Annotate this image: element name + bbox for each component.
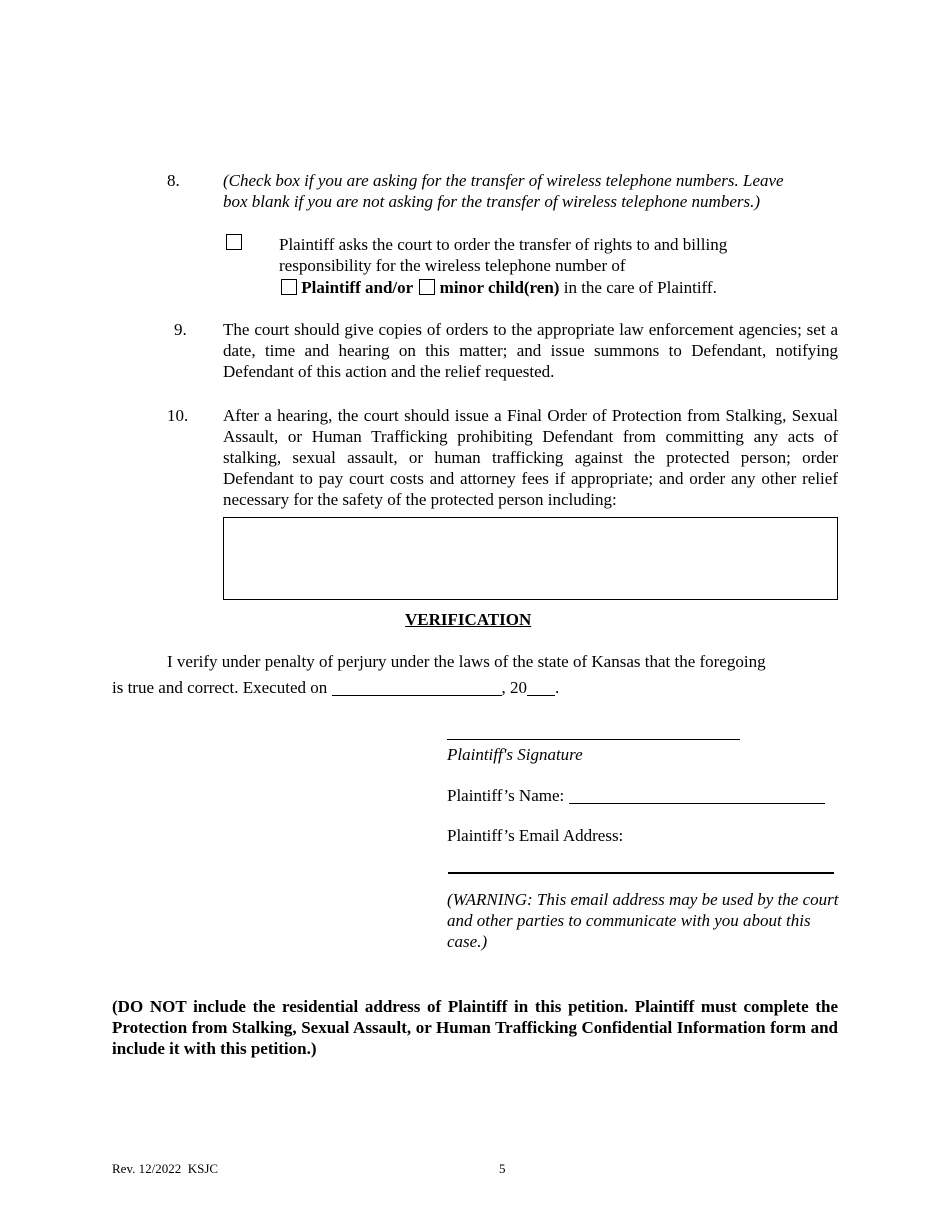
revision-footer: Rev. 12/2022 KSJC <box>112 1161 219 1176</box>
signature-label: Plaintiff's Signature <box>447 745 583 764</box>
item-8-request-line1: Plaintiff asks the court to order the transfer of rights to and billing <box>279 235 728 254</box>
signature-line[interactable] <box>447 739 740 740</box>
minor-children-checkbox[interactable] <box>419 279 435 295</box>
item-8-request-line2: responsibility for the wireless telephone number of <box>279 256 626 275</box>
execution-year-field[interactable] <box>527 679 555 696</box>
plaintiff-name-label: Plaintiff’s Name: <box>447 786 565 805</box>
plaintiff-checkbox[interactable] <box>281 279 297 295</box>
plaintiff-name-field[interactable] <box>569 787 825 804</box>
item-10-text: After a hearing, the court should issue a Final Order of Protection from Stalking, Sexual Assault, or Human Trafficking prohibiting Defendant from committing any acts of stalking, sexual assault, or human trafficking against the protected person; order Defendant to pay court costs and attorney fees if appropriate; and order any other relief necessary for the safety of the protected person including: <box>223 406 838 509</box>
execution-date-field[interactable] <box>332 679 502 696</box>
page-number: 5 <box>499 1161 506 1176</box>
year-prefix: , 20 <box>501 678 527 697</box>
verification-line2 <box>112 677 559 698</box>
plaintiff-option-label: Plaintiff and/or <box>301 278 414 297</box>
plaintiff-name-row <box>447 785 825 806</box>
verification-period: . <box>555 678 560 697</box>
plaintiff-email-label: Plaintiff’s Email Address: <box>447 826 624 845</box>
item-8-number: 8. <box>167 171 180 190</box>
wireless-transfer-checkbox[interactable] <box>226 234 242 250</box>
options-suffix: in the care of Plaintiff. <box>563 278 717 297</box>
verification-line1: I verify under penalty of perjury under the laws of the state of Kansas that the foregoing <box>167 652 766 671</box>
plaintiff-email-field[interactable] <box>448 872 834 874</box>
item-9-number: 9. <box>174 320 187 339</box>
verification-heading: VERIFICATION <box>405 610 532 629</box>
item-9-text: The court should give copies of orders to the appropriate law enforcement agencies; set a date, time and hearing on this matter; and issue summons to Defendant, notifying Defendant of this action and the relief requested. <box>223 320 838 381</box>
confidential-address-notice: (DO NOT include the residential address of Plaintiff in this petition. Plaintiff must complete the Protection from Stalking, Sexual Assault, or Human Trafficking Confidential Information form and include it with this petition.) <box>112 997 838 1058</box>
minor-children-option-label: minor child(ren) <box>439 278 560 297</box>
item-10-number: 10. <box>167 406 189 425</box>
other-relief-input-box[interactable] <box>223 517 838 600</box>
wireless-options-row <box>281 277 717 298</box>
item-8-instruction: (Check box if you are asking for the transfer of wireless telephone numbers. Leave box blank if you are not asking for the transfer of wireless telephone numbers.) <box>223 171 784 211</box>
executed-on-label: is true and correct. Executed on <box>112 678 328 697</box>
email-warning: (WARNING: This email address may be used by the court and other parties to communicate with you about this case.) <box>447 890 839 951</box>
